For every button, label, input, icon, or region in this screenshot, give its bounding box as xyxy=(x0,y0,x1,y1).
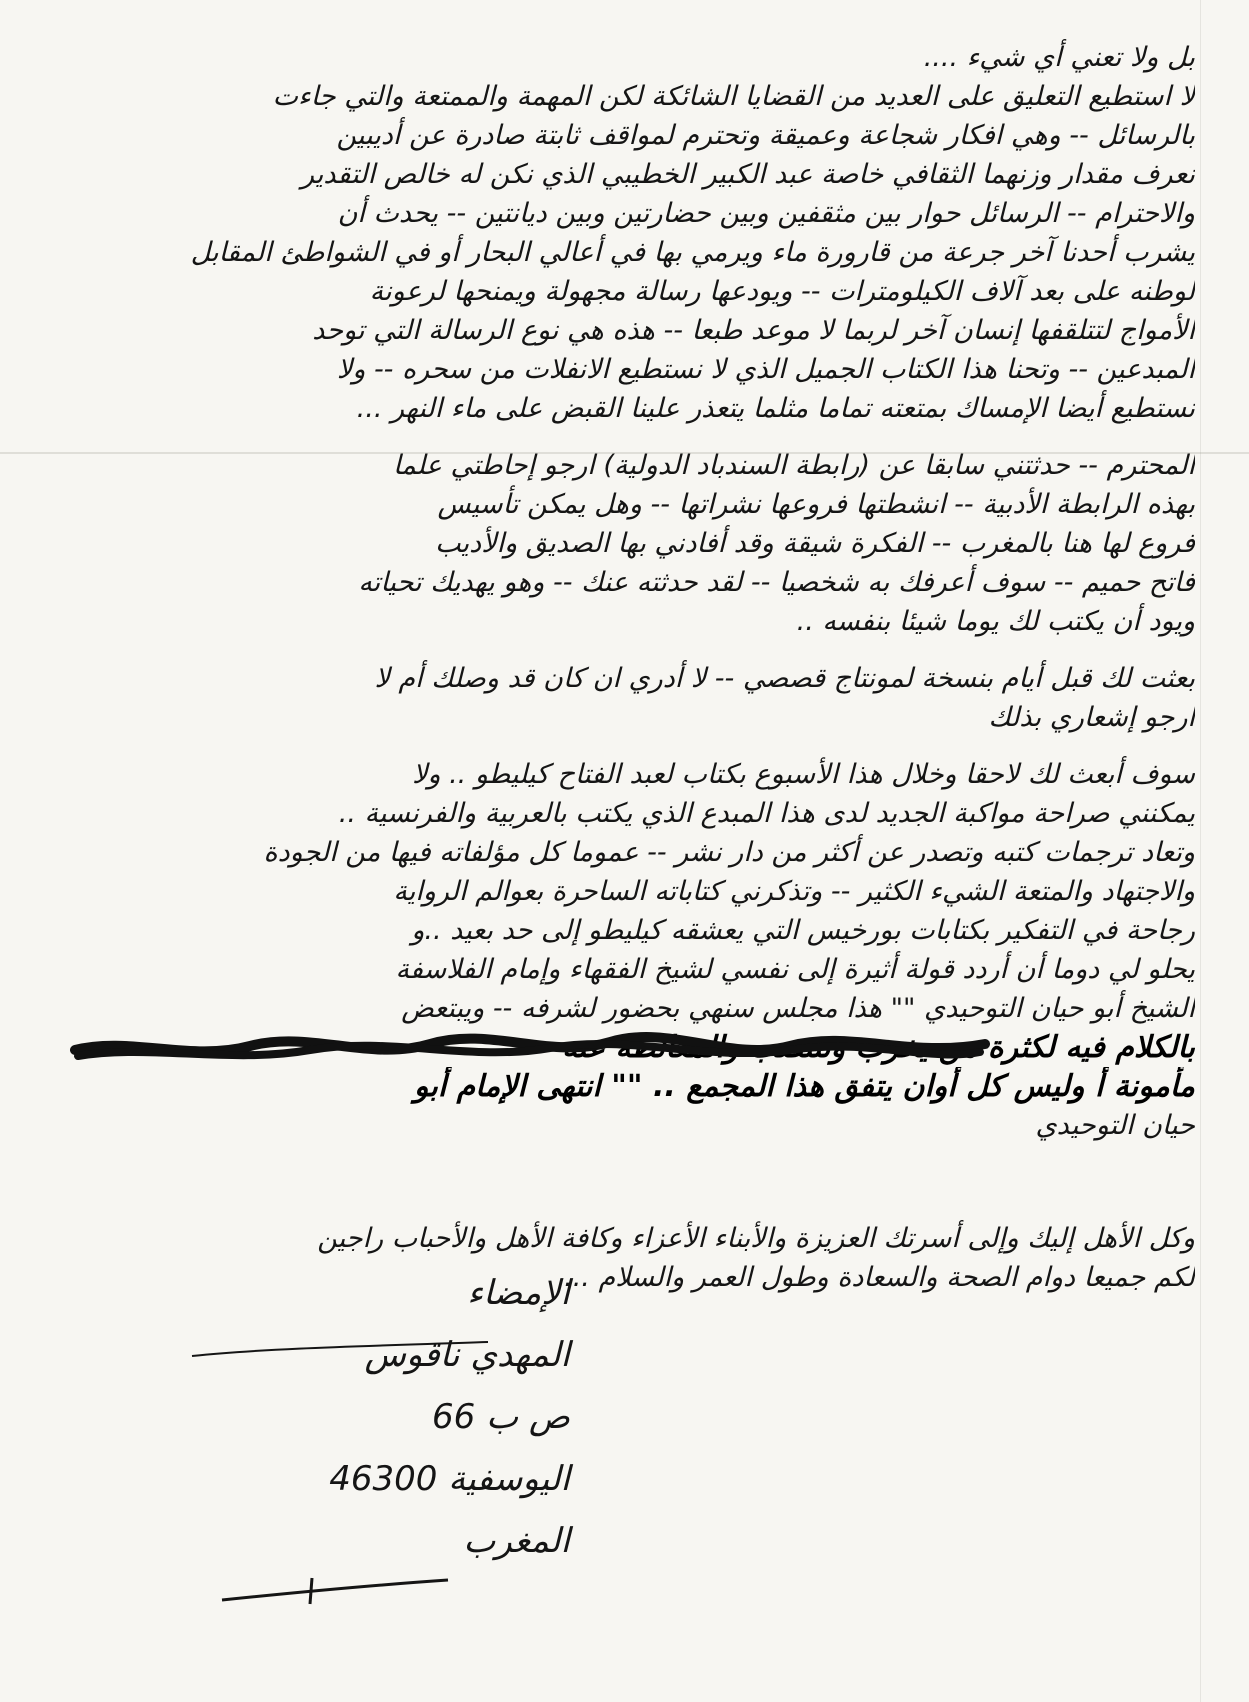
letter-line: لا استطيع التعليق على العديد من القضايا الشائكة لكن المهمة والممتعة والتي جاءت xyxy=(272,81,1195,112)
letter-line: المحترم -- حدثتني سابقا عن (رابطة السندباد الدولية) ارجو إحاطتي علما xyxy=(393,450,1195,481)
signature-label: الإمضاء xyxy=(467,1273,570,1313)
closing-line: وكل الأهل إليك وإلى أسرتك العزيزة والأبناء الأعزاء وكافة الأهل والأحباب راجين xyxy=(317,1223,1195,1254)
letter-line: والاحترام -- الرسائل حوار بين مثقفين وبين حضارتين وبين ديانتين -- يحدث أن xyxy=(337,198,1195,229)
letter-line: فاتح حميم -- سوف أعرفك به شخصيا -- لقد حدثته عنك -- وهو يهديك تحياته xyxy=(358,567,1195,598)
letter-line: حيان التوحيدي xyxy=(1035,1110,1195,1141)
letter-line-bold: مأمونة أ وليس كل أوان يتفق هذا المجمع .. "" انتهى الإمام أبو xyxy=(413,1069,1195,1104)
letter-line: الشيخ أبو حيان التوحيدي "" هذا مجلس سنهي بحضور لشرفه -- ويبتعض xyxy=(401,993,1195,1024)
letter-line: ويود أن يكتب لك يوما شيئا بنفسه .. xyxy=(796,606,1195,637)
letter-line: يمكنني صراحة مواكبة الجديد لدى هذا المبدع الذي يكتب بالعربية والفرنسية .. xyxy=(338,798,1195,829)
paper-fold-vertical xyxy=(1200,0,1201,1702)
letter-line: يحلو لي دوما أن أردد قولة أثيرة إلى نفسي لشيخ الفقهاء وإمام الفلاسفة xyxy=(395,954,1195,985)
letter-line: نعرف مقدار وزنهما الثقافي خاصة عبد الكبير الخطيبي الذي نكن له خالص التقدير xyxy=(300,159,1195,190)
city-line xyxy=(150,1448,570,1510)
paragraph-gap xyxy=(30,737,1195,755)
letter-line: بالرسائل -- وهي افكار شجاعة وعميقة وتحترم لمواقف ثابتة صادرة عن أديبين xyxy=(336,120,1195,151)
letter-line: بعثت لك قبل أيام بنسخة لمونتاج قصصي -- لا أدري ان كان قد وصلك أم لا xyxy=(374,663,1195,694)
city: اليوسفية xyxy=(448,1459,570,1499)
letter-line: والاجتهاد والمتعة الشيء الكثير -- وتذكرني كتاباته الساحرة بعوالم الرواية xyxy=(393,876,1195,907)
signature-flourish xyxy=(220,1570,450,1610)
letter-line: بل ولا تعني أي شيء .... xyxy=(923,42,1195,73)
scribble-gap xyxy=(30,1145,1195,1219)
paragraph-gap xyxy=(30,428,1195,446)
letter-line: وتعاد ترجمات كتبه وتصدر عن أكثر من دار نشر -- عموما كل مؤلفاته فيها من الجودة xyxy=(263,837,1195,868)
letter-line: رجاحة في التفكير بكتابات بورخيس التي يعشقه كيليطو إلى حد بعيد ..و xyxy=(411,915,1195,946)
letter-line: نستطيع أيضا الإمساك بمتعته تماما مثلما يتعذر علينا القبض على ماء النهر ... xyxy=(356,393,1195,424)
signature-block xyxy=(150,1262,570,1572)
letter-line: بهذه الرابطة الأدبية -- انشطتها فروعها نشراتها -- وهل يمكن تأسيس xyxy=(437,489,1195,520)
closing-line: لكم جميعا دوام الصحة والسعادة وطول العمر والسلام ... xyxy=(564,1262,1195,1293)
letter-line: فروع لها هنا بالمغرب -- الفكرة شيقة وقد أفادني بها الصديق والأديب xyxy=(435,528,1195,559)
letter-line-bold: بالكلام فيه لكثرة من يخرب وتنتصب والمغالطة عنه xyxy=(562,1030,1195,1065)
letter-line: لوطنه على بعد آلاف الكيلومترات -- ويودعها رسالة مجهولة ويمنحها لرعونة xyxy=(369,276,1195,307)
signature-underline xyxy=(190,1338,490,1362)
letter-line: الأمواج لتتلقفها إنسان آخر لربما لا موعد طبعا -- هذه هي نوع الرسالة التي توحد xyxy=(312,315,1195,346)
letter-line: يشرب أحدنا آخر جرعة من قارورة ماء ويرمي بها في أعالي البحار أو في الشواطئ المقابل xyxy=(190,237,1195,268)
po-box: ص ب 66 xyxy=(432,1397,570,1437)
letter-line: ارجو إشعاري بذلك xyxy=(988,702,1195,733)
letter-line: سوف أبعث لك لاحقا وخلال هذا الأسبوع بكتاب لعبد الفتاح كيليطو .. ولا xyxy=(412,759,1195,790)
letter-body xyxy=(30,38,1195,1297)
country: المغرب xyxy=(463,1521,570,1561)
paragraph-gap xyxy=(30,641,1195,659)
crossed-out-scribble xyxy=(70,1032,990,1068)
letter-line: المبدعين -- وتحنا هذا الكتاب الجميل الذي لا نستطيع الانفلات من سحره -- ولا xyxy=(336,354,1195,385)
postcode: 46300 xyxy=(329,1459,438,1499)
signature-name: المهدي ناقوس xyxy=(364,1335,570,1375)
